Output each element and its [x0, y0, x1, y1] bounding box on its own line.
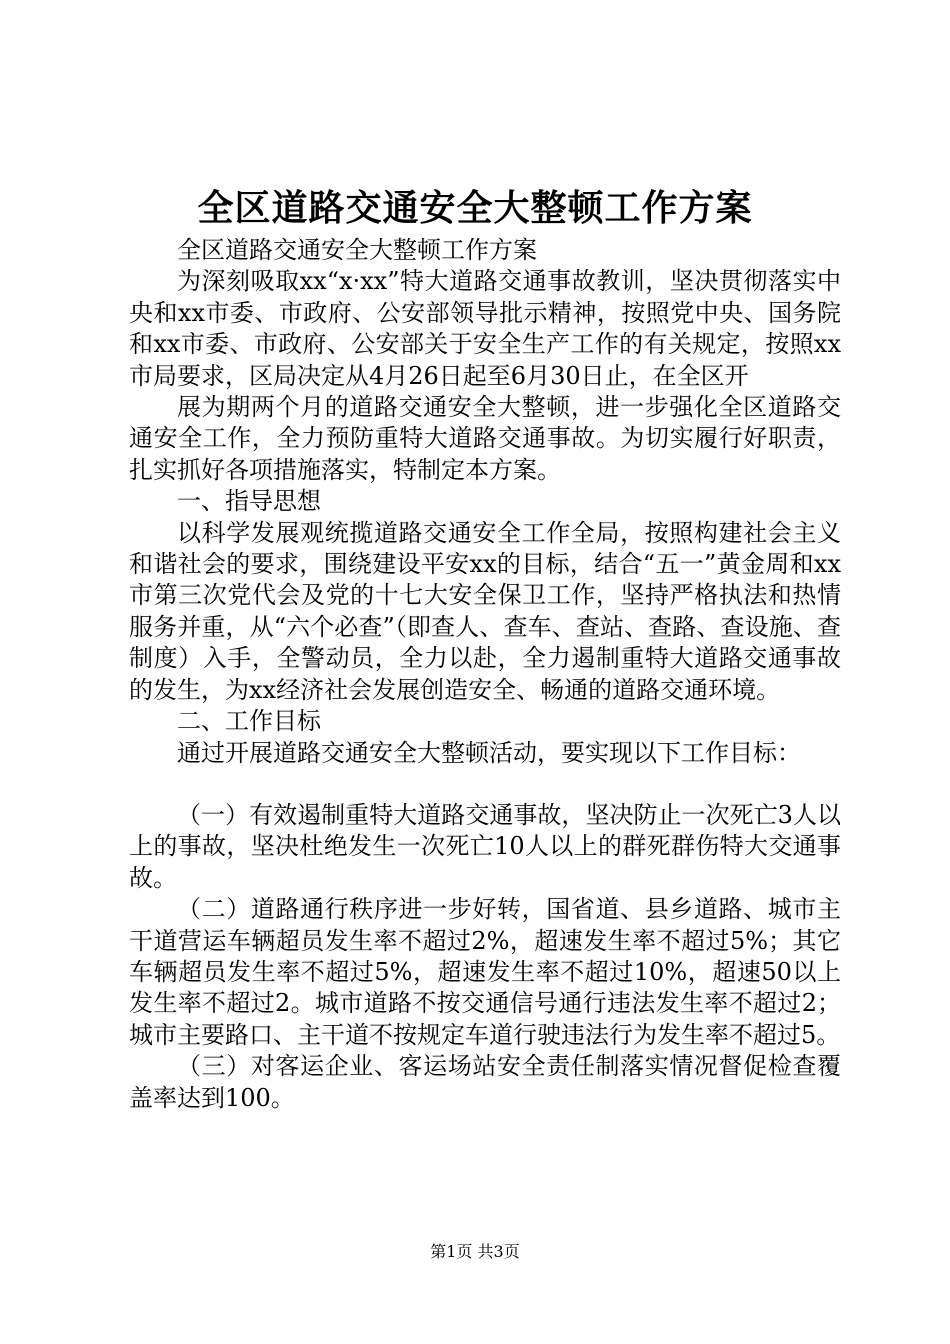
body-paragraph-subtitle: 全区道路交通安全大整顿工作方案: [177, 236, 537, 264]
section-heading-work-goals: 二、工作目标: [177, 707, 321, 736]
document-title: 全区道路交通安全大整顿工作方案: [197, 187, 753, 229]
section-heading-guiding-thought: 一、指导思想: [177, 487, 321, 516]
goal-item-1: （一）有效遏制重特大道路交通事故，坚决防止一次死亡3人以上的事故，坚决杜绝发生一次死亡10人以上的群死群伤特大交通事故。: [129, 800, 841, 892]
goal-item-3: （三）对客运企业、客运场站安全责任制落实情况督促检查覆盖率达到100。: [129, 1052, 841, 1112]
body-paragraph-intro-continued: 展为期两个月的道路交通安全大整顿，进一步强化全区道路交通安全工作，全力预防重特大道路交通事故。为切实履行好职责，扎实抓好各项措施落实，特制定本方案。: [129, 393, 841, 484]
body-paragraph-guiding-thought: 以科学发展观统揽道路交通安全工作全局，按照构建社会主义和谐社会的要求，围绕建设平安xx的目标，结合“五一”黄金周和xx市第三次党代会及党的十七大安全保卫工作，坚持严格执法和热情服务并重，从“六个必查”（即查人、查车、查站、查路、查设施、查制度）入手，全警动员，全力以赴，全力遏制重特大道路交通事故的发生，为xx经济社会发展创造安全、畅通的道路交通环境。: [129, 518, 841, 704]
goal-item-2: （二）道路通行秩序进一步好转，国省道、县乡道路、城市主干道营运车辆超员发生率不超过2%，超速发生率不超过5%；其它车辆超员发生率不超过5%，超速发生率不超过10%，超速50以上发生率不超过2。城市道路不按交通信号通行违法发生率不超过2；城市主要路口、主干道不按规定车道行驶违法行为发生率不超过5。: [129, 895, 841, 1049]
body-paragraph-work-goals-intro: 通过开展道路交通安全大整顿活动，要实现以下工作目标：: [177, 738, 801, 767]
body-paragraph-intro: 为深刻吸取xx“x·xx”特大道路交通事故教训，坚决贯彻落实中央和xx市委、市政府、公安部领导批示精神，按照党中央、国务院和xx市委、市政府、公安部关于安全生产工作的有关规定，按照xx市局要求，区局决定从4月26日起至6月30日止，在全区开: [129, 267, 841, 390]
document-body: [129, 235, 841, 1114]
page-number-footer: 第1页 共3页: [430, 1242, 520, 1261]
